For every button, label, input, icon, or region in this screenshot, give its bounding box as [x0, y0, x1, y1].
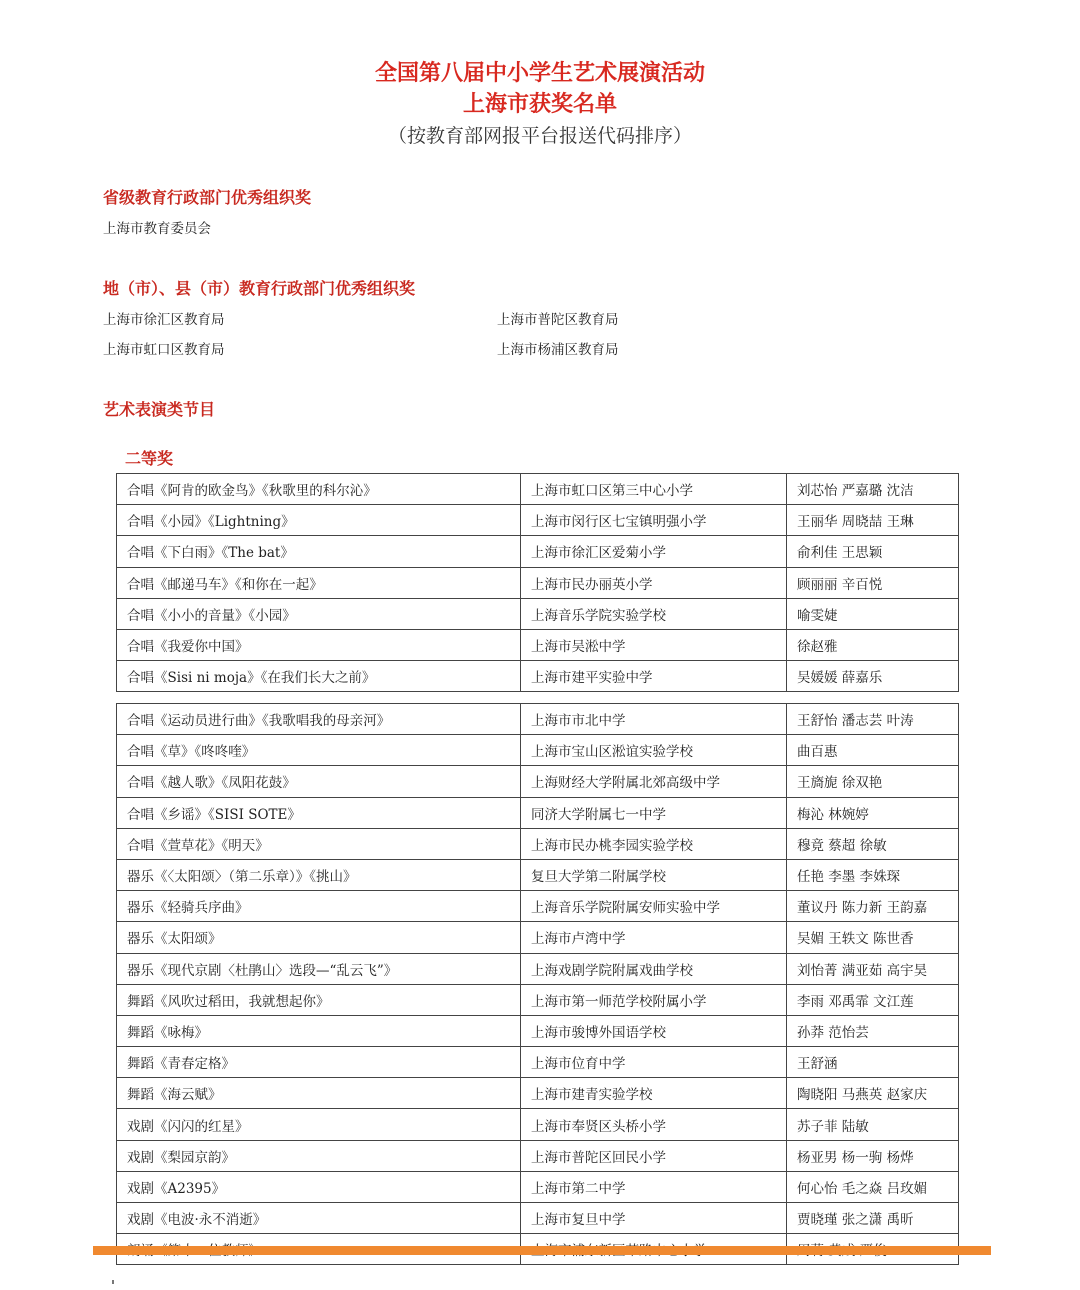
instructors-cell: 董议丹 陈力新 王韵嘉 — [787, 891, 959, 922]
program-cell: 戏剧《闪闪的红星》 — [117, 1109, 521, 1140]
school-cell: 上海市第二中学 — [521, 1171, 787, 1202]
instructors-cell: 刘怡菁 满亚茹 高宇昊 — [787, 953, 959, 984]
table-row — [117, 629, 959, 660]
orange-highlight-line — [93, 1246, 991, 1255]
instructors-cell: 吴媚 王轶文 陈世香 — [787, 922, 959, 953]
program-cell: 舞蹈《青春定格》 — [117, 1047, 521, 1078]
table-row — [117, 735, 959, 766]
table-row — [117, 505, 959, 536]
instructors-cell: 王舒涵 — [787, 1047, 959, 1078]
award-table-1 — [116, 473, 959, 692]
instructors-cell: 王旖旎 徐双艳 — [787, 766, 959, 797]
program-cell: 合唱《邮递马车》《和你在一起》 — [117, 567, 521, 598]
table-row — [117, 859, 959, 890]
program-cell: 合唱《越人歌》《凤阳花鼓》 — [117, 766, 521, 797]
instructors-cell: 俞利佳 王思颖 — [787, 536, 959, 567]
program-cell: 器乐《轻骑兵序曲》 — [117, 891, 521, 922]
instructors-cell: 徐赵雅 — [787, 629, 959, 660]
program-cell: 舞蹈《风吹过稻田，我就想起你》 — [117, 984, 521, 1015]
instructors-cell: 梅沁 林婉婷 — [787, 797, 959, 828]
program-cell: 合唱《乡谣》《SISI SOTE》 — [117, 797, 521, 828]
school-cell: 上海市第一师范学校附属小学 — [521, 984, 787, 1015]
table-row — [117, 474, 959, 505]
table-row — [117, 766, 959, 797]
instructors-cell: 贾晓瑾 张之潇 禹昕 — [787, 1203, 959, 1234]
instructors-cell: 刘芯怡 严嘉璐 沈洁 — [787, 474, 959, 505]
table-row — [117, 704, 959, 735]
instructors-cell: 顾丽丽 辛百悦 — [787, 567, 959, 598]
program-cell: 戏剧《梨园京韵》 — [117, 1140, 521, 1171]
table-row — [117, 1015, 959, 1046]
instructors-cell: 王舒怡 潘志芸 叶涛 — [787, 704, 959, 735]
instructors-cell: 李雨 邓禹霏 文江莲 — [787, 984, 959, 1015]
instructors-cell: 穆竟 蔡超 徐敏 — [787, 828, 959, 859]
program-cell: 合唱《Sisi ni moja》《在我们长大之前》 — [117, 661, 521, 692]
instructors-cell: 吴媛媛 薛嘉乐 — [787, 661, 959, 692]
program-cell: 戏剧《电波·永不消逝》 — [117, 1203, 521, 1234]
table-row — [117, 1203, 959, 1234]
document-title: 全国第八届中小学生艺术展演活动 — [374, 61, 705, 86]
document-subtitle: 上海市获奖名单 — [462, 92, 617, 117]
document-sort-note: （按教育部网报平台报送代码排序） — [387, 125, 692, 147]
instructors-cell: 喻雯婕 — [787, 598, 959, 629]
table-row — [117, 1140, 959, 1171]
instructors-cell: 孙莽 范怡芸 — [787, 1015, 959, 1046]
school-cell: 上海市民办桃李园实验学校 — [521, 828, 787, 859]
table-row — [117, 661, 959, 692]
document-title-block — [0, 58, 1080, 152]
award-org-item: 上海市教育委员会 — [103, 221, 211, 237]
program-cell: 戏剧《A2395》 — [117, 1171, 521, 1202]
award-org-item: 上海市徐汇区教育局 — [103, 312, 225, 328]
section-heading-city: 地（市）、县（市）教育行政部门优秀组织奖 — [103, 279, 416, 298]
program-cell: 合唱《小园》《Lightning》 — [117, 505, 521, 536]
instructors-cell: 王丽华 周晓喆 王琳 — [787, 505, 959, 536]
instructors-cell: 杨亚男 杨一驹 杨烨 — [787, 1140, 959, 1171]
table-row — [117, 536, 959, 567]
school-cell: 复旦大学第二附属学校 — [521, 859, 787, 890]
table-row — [117, 1109, 959, 1140]
school-cell: 上海市位育中学 — [521, 1047, 787, 1078]
school-cell: 上海市奉贤区头桥小学 — [521, 1109, 787, 1140]
program-cell: 合唱《下白雨》《The bat》 — [117, 536, 521, 567]
program-cell: 合唱《小小的音量》《小园》 — [117, 598, 521, 629]
school-cell: 上海音乐学院实验学校 — [521, 598, 787, 629]
school-cell: 上海市普陀区回民小学 — [521, 1140, 787, 1171]
table-row — [117, 797, 959, 828]
instructors-cell: 何心怡 毛之焱 吕玫媚 — [787, 1171, 959, 1202]
award-org-item: 上海市杨浦区教育局 — [497, 342, 619, 358]
table-row — [117, 567, 959, 598]
school-cell: 上海市宝山区淞谊实验学校 — [521, 735, 787, 766]
table-row — [117, 1171, 959, 1202]
school-cell: 上海市徐汇区爱菊小学 — [521, 536, 787, 567]
program-cell: 合唱《我爱你中国》 — [117, 629, 521, 660]
instructors-cell: 陶晓阳 马燕英 赵家庆 — [787, 1078, 959, 1109]
school-cell: 上海市市北中学 — [521, 704, 787, 735]
award-table-2 — [116, 703, 959, 1265]
program-cell: 舞蹈《海云赋》 — [117, 1078, 521, 1109]
school-cell: 上海市民办丽英小学 — [521, 567, 787, 598]
program-cell: 合唱《运动员进行曲》《我歌唱我的母亲河》 — [117, 704, 521, 735]
table-row — [117, 598, 959, 629]
program-cell: 舞蹈《咏梅》 — [117, 1015, 521, 1046]
table-row — [117, 953, 959, 984]
page-mark — [112, 1280, 114, 1284]
school-cell: 上海市吴淞中学 — [521, 629, 787, 660]
school-cell: 上海音乐学院附属安师实验中学 — [521, 891, 787, 922]
table-row — [117, 891, 959, 922]
school-cell: 上海市虹口区第三中心小学 — [521, 474, 787, 505]
table-row — [117, 922, 959, 953]
table-row — [117, 828, 959, 859]
section-heading-performance: 艺术表演类节目 — [103, 400, 216, 419]
instructors-cell: 苏子菲 陆敏 — [787, 1109, 959, 1140]
section-heading-provincial: 省级教育行政部门优秀组织奖 — [103, 188, 312, 207]
program-cell: 器乐《〈太阳颂〉（第二乐章）》《挑山》 — [117, 859, 521, 890]
school-cell: 同济大学附属七一中学 — [521, 797, 787, 828]
award-org-item: 上海市虹口区教育局 — [103, 342, 225, 358]
prize-level-label: 二等奖 — [125, 449, 174, 468]
instructors-cell: 曲百惠 — [787, 735, 959, 766]
award-org-item: 上海市普陀区教育局 — [497, 312, 619, 328]
school-cell: 上海市卢湾中学 — [521, 922, 787, 953]
program-cell: 合唱《草》《咚咚喹》 — [117, 735, 521, 766]
school-cell: 上海市建平实验中学 — [521, 661, 787, 692]
program-cell: 合唱《萱草花》《明天》 — [117, 828, 521, 859]
school-cell: 上海财经大学附属北郊高级中学 — [521, 766, 787, 797]
school-cell: 上海市骏博外国语学校 — [521, 1015, 787, 1046]
school-cell: 上海戏剧学院附属戏曲学校 — [521, 953, 787, 984]
table-row — [117, 984, 959, 1015]
school-cell: 上海市闵行区七宝镇明强小学 — [521, 505, 787, 536]
program-cell: 器乐《太阳颂》 — [117, 922, 521, 953]
school-cell: 上海市建青实验学校 — [521, 1078, 787, 1109]
program-cell: 器乐《现代京剧〈杜鹃山〉选段—“乱云飞”》 — [117, 953, 521, 984]
instructors-cell: 任艳 李墨 李姝琛 — [787, 859, 959, 890]
program-cell: 合唱《阿肯的欧金鸟》《秋歌里的科尔沁》 — [117, 474, 521, 505]
table-row — [117, 1047, 959, 1078]
table-row — [117, 1078, 959, 1109]
school-cell: 上海市复旦中学 — [521, 1203, 787, 1234]
